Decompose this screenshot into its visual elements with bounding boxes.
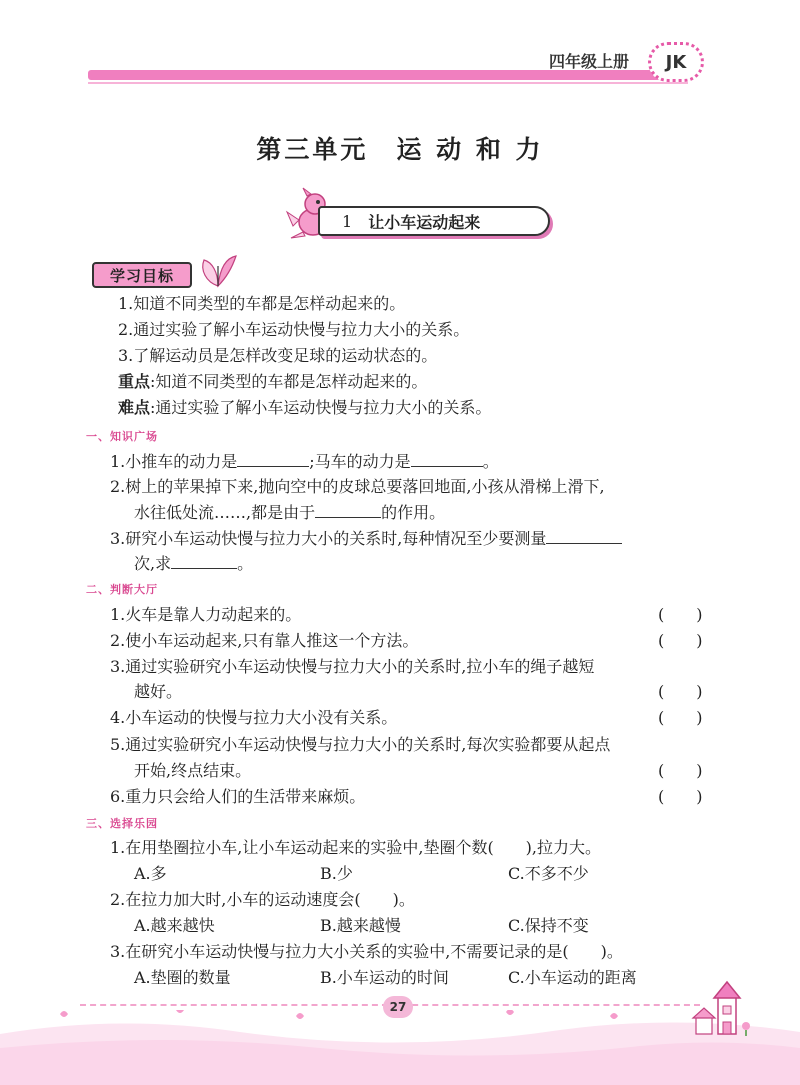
section-title-judgement: 二、判断大厅 [86,583,158,596]
goals-tag: 学习目标 [92,262,192,288]
choice-question-2: 2.在拉力加大时,小车的运动速度会( )。 [110,890,415,909]
question-text: 水往低处流……,都是由于 [134,503,316,522]
header-underline [88,82,688,84]
question-text: 3.研究小车运动快慢与拉力大小的关系时,每种情况至少要测量 [110,529,547,548]
unit-number: 第三单元 [256,135,369,164]
goal-item: 1.知道不同类型的车都是怎样动起来的。 [118,294,406,313]
choice-question-1: 1.在用垫圈拉小车,让小车运动起来的实验中,垫圈个数( ),拉力大。 [110,838,602,857]
judge-question-4: 4.小车运动的快慢与拉力大小没有关系。 [110,708,398,727]
question-text: 。 [237,554,254,573]
choice-option[interactable]: A.垫圈的数量 [134,968,231,987]
difficult-point [118,398,491,418]
choice-option[interactable]: B.越来越慢 [320,916,401,935]
question-text: 1.小推车的动力是 [110,452,238,471]
answer-blank[interactable] [237,451,309,467]
unit-topic: 运 动 和 力 [396,135,544,164]
footer-decoration [0,1010,800,1085]
choice-option[interactable]: C.不多不少 [508,864,589,883]
question-text: 次,求 [134,554,172,573]
answer-blank[interactable] [171,553,237,569]
choice-option[interactable]: A.越来越快 [134,916,215,935]
fill-question-3 [110,528,622,549]
choice-option[interactable]: A.多 [134,864,167,883]
key-point-label: 重点 [118,372,151,391]
goal-item: 2.通过实验了解小车运动快慢与拉力大小的关系。 [118,320,470,339]
choice-option[interactable]: C.保持不变 [508,916,589,935]
key-point [118,372,427,392]
answer-paren[interactable]: ( ) [658,682,703,701]
question-text: 。 [482,452,499,471]
answer-blank[interactable] [546,528,622,544]
section-title-knowledge: 一、知识广场 [86,430,158,443]
butterfly-icon [196,252,240,292]
question-text: ;马车的动力是 [309,452,411,471]
fill-question-1 [110,451,499,472]
judge-question-1: 1.火车是靠人力动起来的。 [110,605,302,624]
key-point-text: :知道不同类型的车都是怎样动起来的。 [150,372,428,391]
question-text: 的作用。 [381,503,446,522]
judge-question-5: 5.通过实验研究小车运动快慢与拉力大小的关系时,每次实验都要从起点 [110,735,611,754]
difficult-point-label: 难点 [118,398,151,417]
difficult-point-text: :通过实验了解小车运动快慢与拉力大小的关系。 [150,398,492,417]
judge-question-3: 3.通过实验研究小车运动快慢与拉力大小的关系时,拉小车的绳子越短 [110,657,595,676]
lesson-number: 1 [342,211,353,231]
fill-question-3-cont [134,553,253,574]
judge-question-6: 6.重力只会给人们的生活带来麻烦。 [110,787,366,806]
answer-paren[interactable]: ( ) [658,631,703,650]
answer-paren[interactable]: ( ) [658,787,703,806]
answer-paren[interactable]: ( ) [658,761,703,780]
section-title-choice: 三、选择乐园 [86,817,158,830]
choice-option[interactable]: B.少 [320,864,353,883]
grade-label: 四年级上册 [549,52,630,71]
lesson-title: 让小车运动起来 [368,212,481,232]
judge-question-5-cont: 开始,终点结束。 [134,761,252,780]
judge-question-3-cont: 越好。 [134,682,183,701]
answer-paren[interactable]: ( ) [658,708,703,727]
answer-paren[interactable]: ( ) [658,605,703,624]
answer-blank[interactable] [411,451,483,467]
goal-item: 3.了解运动员是怎样改变足球的运动状态的。 [118,346,438,365]
choice-option[interactable]: C.小车运动的距离 [508,968,637,987]
lesson-banner [318,206,550,236]
publisher-badge: JK [648,42,704,82]
fill-question-2-cont [134,502,445,523]
judge-question-2: 2.使小车运动起来,只有靠人推这一个方法。 [110,631,419,650]
unit-title [0,130,800,166]
fill-question-2: 2.树上的苹果掉下来,抛向空中的皮球总要落回地面,小孩从滑梯上滑下, [110,477,605,496]
answer-blank[interactable] [315,502,381,518]
page-number: 27 [383,996,413,1018]
choice-option[interactable]: B.小车运动的时间 [320,968,449,987]
castle-icon [690,978,760,1036]
choice-question-3: 3.在研究小车运动快慢与拉力大小关系的实验中,不需要记录的是( )。 [110,942,623,961]
